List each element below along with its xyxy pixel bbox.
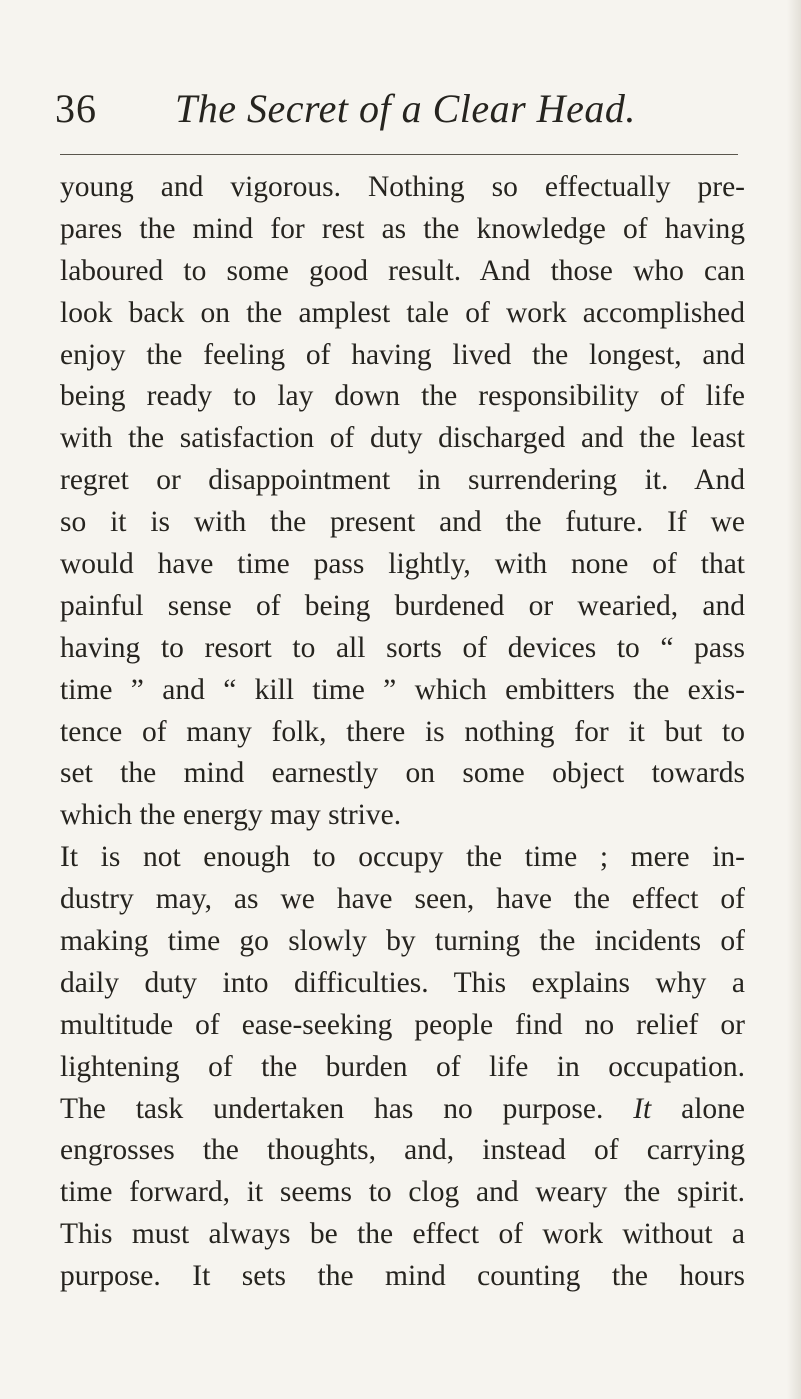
text-line: multitude of ease-seeking people find no relief or	[60, 1008, 745, 1041]
text-line: engrosses the thoughts, and, instead of carrying	[60, 1134, 745, 1167]
text-line: time ” and “ kill time ” which embitters the exis-	[60, 673, 745, 706]
text-line: having to resort to all sorts of devices to “ pass	[60, 631, 745, 664]
page-number: 36	[55, 86, 97, 131]
text-line: dustry may, as we have seen, have the effect of	[60, 883, 745, 916]
text-line: young and vigorous. Nothing so effectually pre-	[60, 171, 745, 203]
text-line: pares the mind for rest as the knowledge of having	[60, 212, 745, 245]
header-rule	[60, 154, 738, 155]
body-text	[60, 167, 745, 1298]
text-line-with-emphasis	[60, 1089, 745, 1131]
text-line: regret or disappointment in surrendering it. And	[60, 464, 745, 497]
text-line: laboured to some good result. And those who can	[60, 254, 745, 287]
emphasis-word: It	[633, 1092, 652, 1125]
text-line: set the mind earnestly on some object towards	[60, 757, 745, 790]
text-line: This must always be the effect of work without a	[60, 1218, 745, 1251]
text-segment: The task undertaken has no purpose.	[60, 1092, 604, 1125]
text-line: making time go slowly by turning the incidents of	[60, 925, 745, 958]
running-title: The Secret of a Clear Head.	[175, 86, 636, 131]
page-header	[55, 84, 745, 134]
text-line: would have time pass lightly, with none of that	[60, 548, 745, 581]
text-line: painful sense of being burdened or wearied, and	[60, 589, 745, 622]
text-line: time forward, it seems to clog and weary the spirit.	[60, 1176, 745, 1209]
text-line: with the satisfaction of duty discharged and the least	[60, 422, 745, 455]
text-line: look back on the amplest tale of work accomplished	[60, 296, 745, 329]
text-line: which the energy may strive.	[60, 799, 402, 832]
text-line: being ready to lay down the responsibility of life	[60, 380, 745, 413]
text-line: daily duty into difficulties. This explains why a	[60, 966, 745, 999]
text-line: lightening of the burden of life in occupation.	[60, 1050, 745, 1083]
page-edge-shadow	[787, 0, 801, 1399]
text-line: so it is with the present and the future. If we	[60, 506, 745, 539]
text-line: purpose. It sets the mind counting the hours	[60, 1260, 745, 1293]
text-segment: alone	[681, 1092, 746, 1125]
text-line: tence of many folk, there is nothing for it but to	[60, 715, 745, 748]
text-line: It is not enough to occupy the time ; mere in-	[60, 841, 745, 874]
text-line: enjoy the feeling of having lived the longest, and	[60, 338, 745, 371]
